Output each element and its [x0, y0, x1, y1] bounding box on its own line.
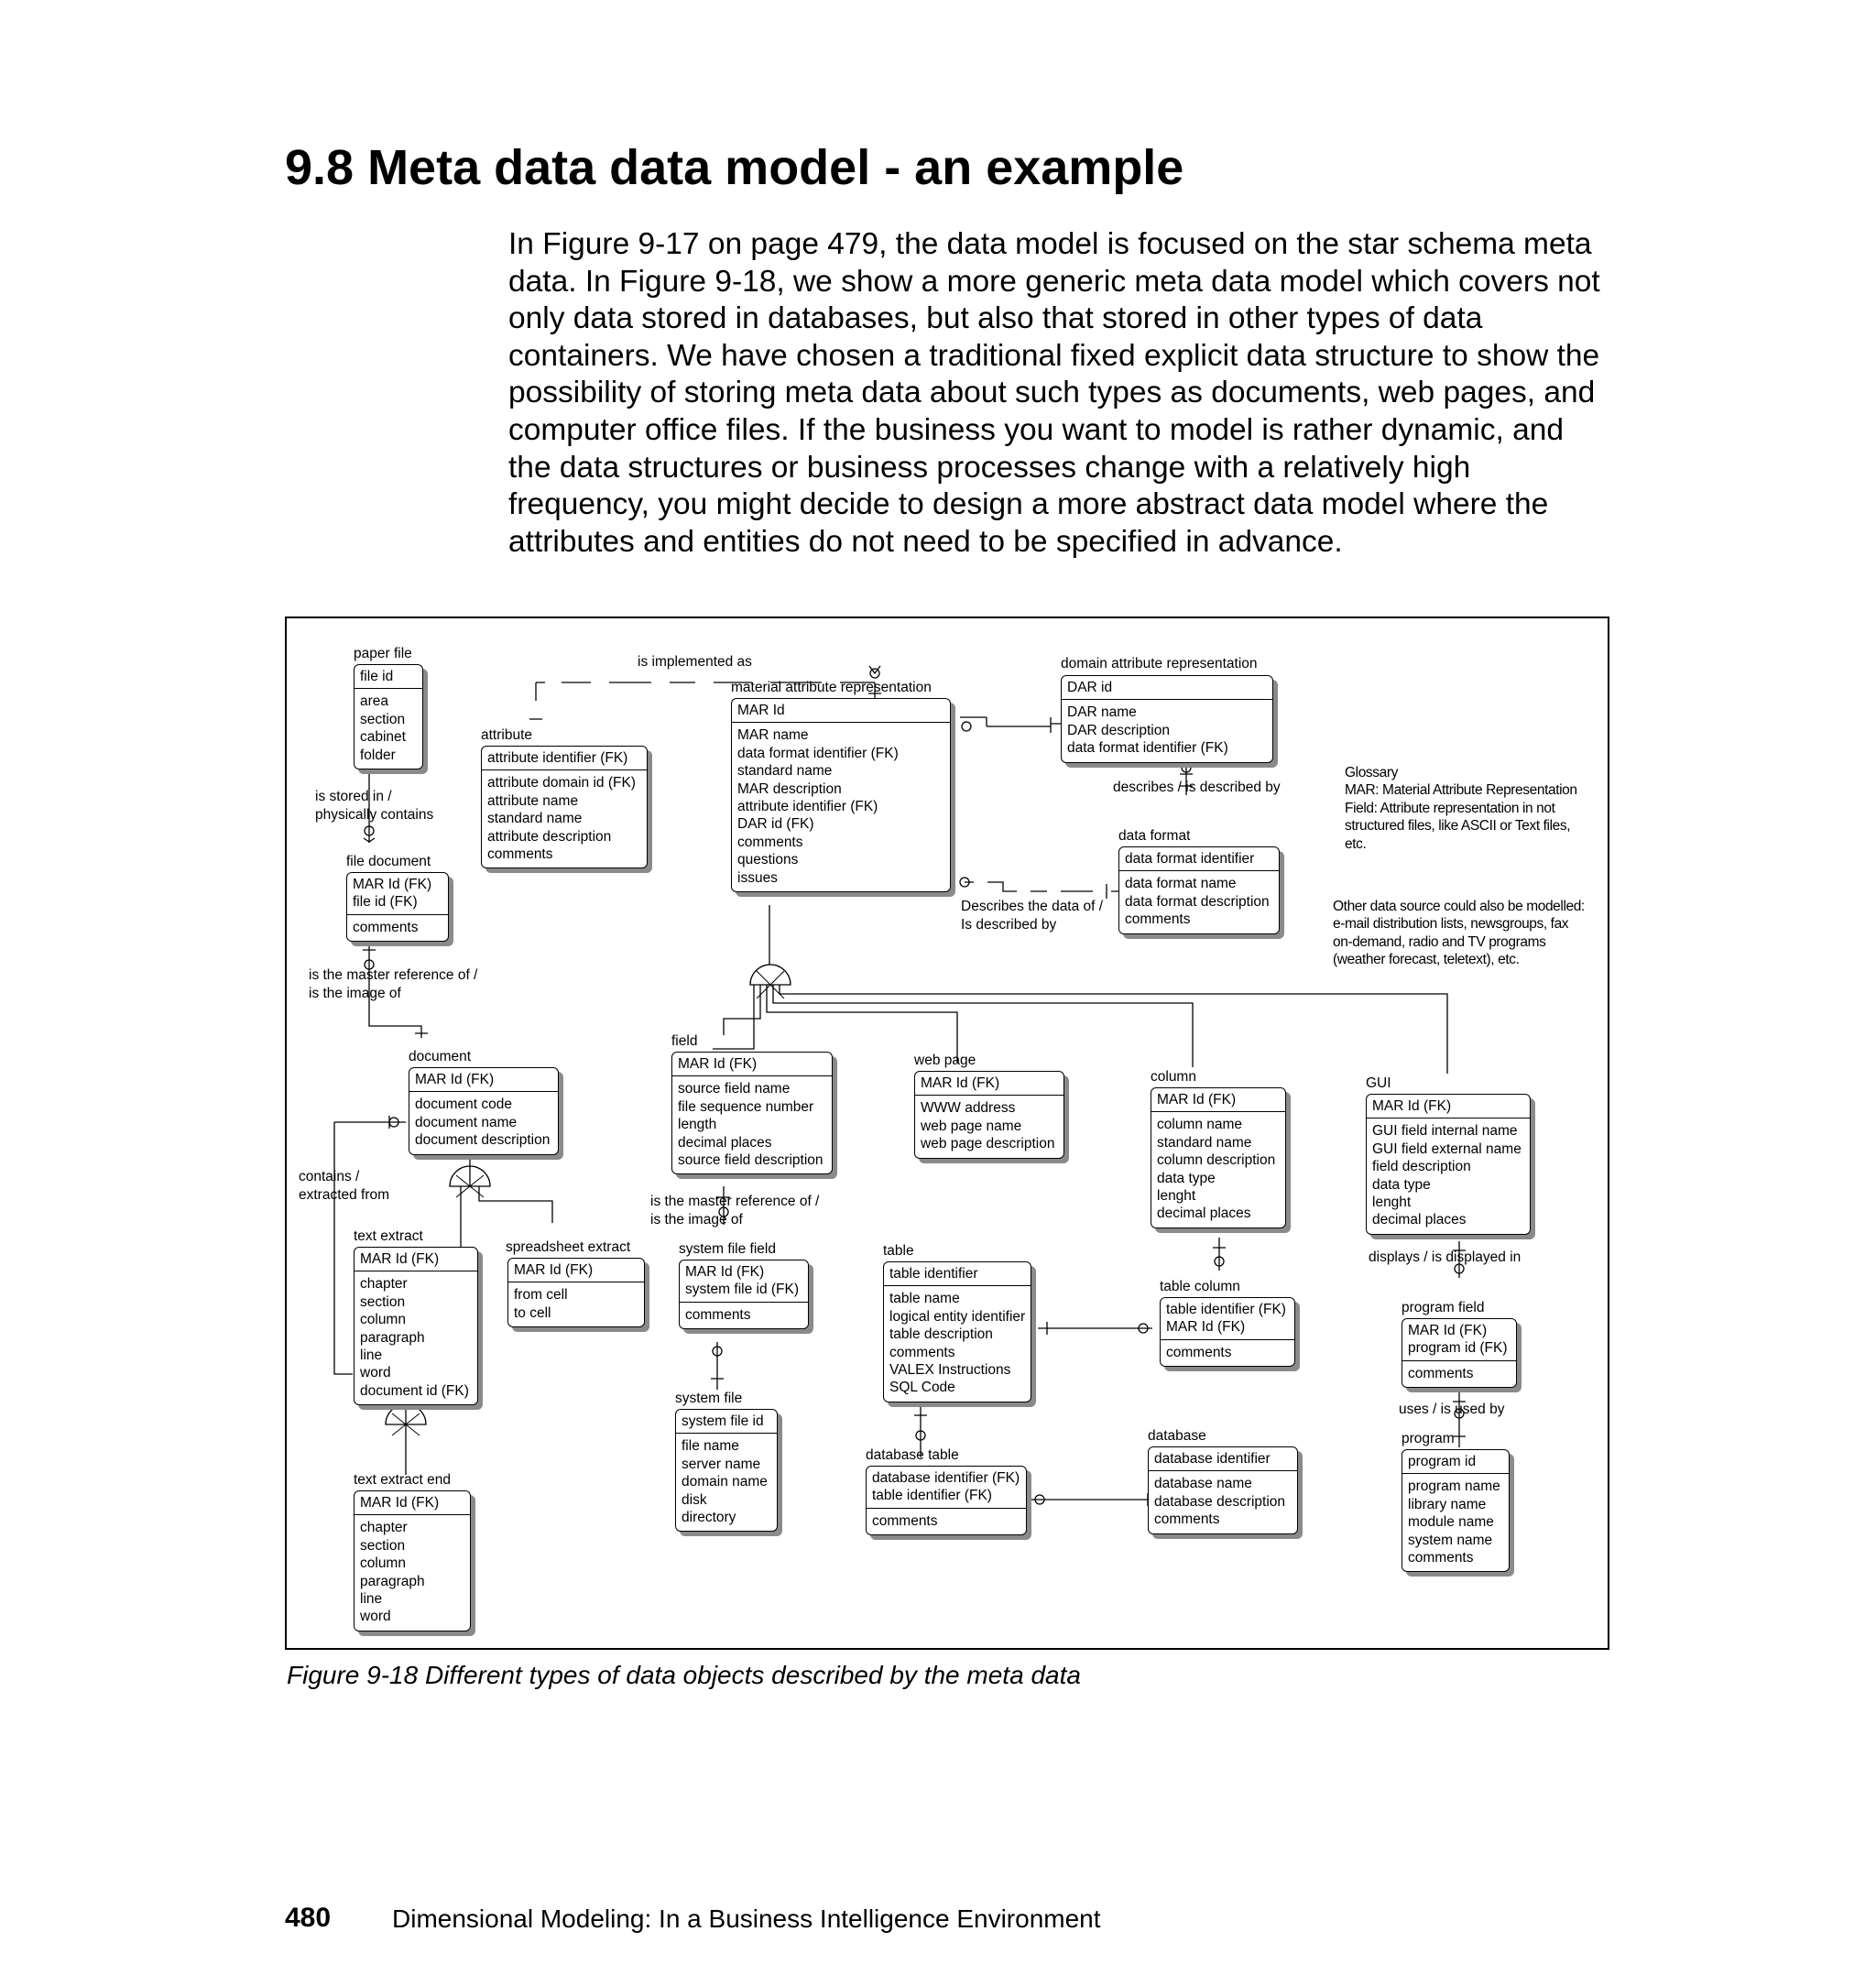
attr: attribute domain id (FK): [487, 775, 636, 791]
attr: chapter: [360, 1520, 408, 1536]
key-attr: MAR Id (FK): [685, 1264, 765, 1280]
attr: column name: [1157, 1117, 1243, 1133]
attr: standard name: [487, 811, 583, 827]
body-line: frequency, you might decide to design a more abstract data model where the: [508, 487, 1549, 522]
attr: comments: [1125, 911, 1191, 928]
entity-text-extract-end: [354, 1490, 471, 1631]
attr: directory: [682, 1510, 736, 1526]
attr: DAR name: [1067, 704, 1137, 721]
entity-attribute: [481, 746, 648, 868]
entity-name: field: [671, 1033, 698, 1049]
attr: comments: [737, 834, 803, 850]
attr: data format identifier (FK): [1067, 740, 1228, 757]
attr: field description: [1372, 1159, 1471, 1175]
attr: attribute name: [487, 792, 579, 809]
attr: MAR name: [737, 727, 809, 744]
key-attr: system file id: [682, 1413, 764, 1429]
entity-database-table: [866, 1466, 1027, 1535]
attr: length: [678, 1117, 717, 1133]
attr: comments: [1408, 1365, 1474, 1381]
entity-name: column: [1151, 1069, 1196, 1085]
entity-name: program: [1402, 1431, 1455, 1446]
key-attr: program id (FK): [1408, 1340, 1508, 1357]
entity-dar: [1061, 675, 1273, 763]
entity-program: [1402, 1449, 1510, 1572]
key-attr: MAR Id (FK): [360, 1495, 440, 1511]
attr: document name: [415, 1114, 518, 1130]
attr: table name: [889, 1291, 960, 1307]
attr: folder: [360, 747, 396, 763]
entity-name: attribute: [481, 727, 533, 743]
attr: data type: [1372, 1176, 1431, 1193]
entity-name: system file: [675, 1391, 743, 1406]
attr: attribute identifier (FK): [737, 799, 878, 815]
attr: word: [360, 1365, 391, 1381]
entity-spreadsheet-extract: [507, 1258, 645, 1327]
entity-name: text extract end: [354, 1472, 451, 1488]
entity-name: database table: [866, 1447, 959, 1463]
key-attr: program id: [1408, 1454, 1477, 1469]
attr: source field name: [678, 1081, 791, 1097]
attr: column description: [1157, 1152, 1276, 1169]
attr: WWW address: [921, 1100, 1016, 1117]
rel-label-describes-data: Describes the data of / Is described by: [961, 899, 1104, 933]
entity-name: text extract: [354, 1228, 423, 1244]
attr: questions: [737, 852, 799, 868]
attr: DAR id (FK): [737, 816, 814, 833]
attr: from cell: [514, 1287, 568, 1304]
rel-label-master-ref-doc: is the master reference of / is the image of: [309, 967, 478, 1001]
figure-caption: Figure 9-18 Different types of data objects described by the meta data: [287, 1661, 1081, 1689]
attr: decimal places: [1372, 1212, 1467, 1228]
key-attr: table identifier (FK): [1166, 1302, 1286, 1317]
attr: decimal places: [678, 1134, 772, 1151]
rel-label-implemented: is implemented as: [638, 654, 752, 670]
key-attr: MAR Id (FK): [360, 1251, 440, 1267]
entity-name: table: [883, 1243, 914, 1259]
attr: data type: [1157, 1170, 1216, 1186]
attr: data format description: [1125, 893, 1270, 910]
entity-system-file: [675, 1409, 778, 1532]
key-attr: MAR Id (FK): [353, 877, 432, 892]
entity-name: data format: [1118, 828, 1191, 844]
attr: column: [360, 1312, 406, 1328]
attr: GUI field external name: [1372, 1140, 1522, 1157]
attr: document code: [415, 1097, 512, 1113]
key-attr: attribute identifier (FK): [487, 750, 628, 766]
body-paragraph: [508, 226, 1617, 561]
attr: data format name: [1125, 876, 1237, 892]
attr: logical entity identifier: [889, 1308, 1026, 1325]
entity-name: table column: [1160, 1279, 1240, 1294]
key-attr: table identifier: [889, 1266, 978, 1282]
entity-name: file document: [346, 854, 431, 869]
entity-file-document: [346, 872, 449, 942]
key-attr: database identifier (FK): [872, 1470, 1020, 1486]
key-attr: MAR Id (FK): [1166, 1319, 1246, 1336]
attr: section: [360, 1293, 406, 1310]
attr: program name: [1408, 1479, 1500, 1495]
rel-label-master-ref-field: is the master reference of / is the image of: [650, 1194, 820, 1228]
entity-database: [1148, 1446, 1298, 1534]
note-other-sources: Other data source could also be modelled: e-mail distribution lists, newsgroups, fax on-demand, radio and TV programs (weather forecast, teletext), etc.: [1333, 899, 1585, 968]
attr: web page description: [921, 1136, 1055, 1152]
entity-data-format: [1118, 846, 1280, 934]
entity-name: database: [1148, 1428, 1206, 1444]
key-attr: MAR Id (FK): [678, 1056, 758, 1072]
er-diagram: [285, 617, 1609, 1650]
key-attr: file id: [360, 669, 394, 684]
section-heading: 9.8 Meta data data model - an example: [285, 140, 1184, 195]
page-number: 480: [285, 1903, 332, 1933]
entity-paper-file: [354, 664, 423, 769]
attr: domain name: [682, 1474, 768, 1490]
attr: lenght: [1372, 1195, 1412, 1211]
key-attr: system file id (FK): [685, 1282, 800, 1298]
attr: lenght: [1157, 1188, 1196, 1205]
entity-web-page: [914, 1071, 1064, 1159]
attr: table description: [889, 1326, 993, 1343]
attr: issues: [737, 869, 778, 886]
entity-table-column: [1160, 1297, 1295, 1367]
attr: chapter: [360, 1276, 408, 1293]
attr: section: [360, 711, 406, 727]
attr: to cell: [514, 1304, 551, 1321]
attr: source field description: [678, 1152, 823, 1169]
attr: comments: [872, 1512, 938, 1529]
attr: library name: [1408, 1496, 1487, 1512]
body-line: only data stored in databases, but also that stored in other types of data: [508, 301, 1483, 336]
attr: paragraph: [360, 1573, 425, 1589]
rel-label-displays: displays / is displayed in: [1369, 1249, 1522, 1265]
body-line: the data structures or business processes change with a relatively high: [508, 450, 1471, 485]
key-attr: MAR Id (FK): [1157, 1092, 1237, 1108]
glossary: Glossary MAR: Material Attribute Representation Field: Attribute representation in not structured files, like ASCII or Text files, etc.: [1345, 765, 1577, 852]
entity-name: web page: [914, 1053, 976, 1068]
attr: data format identifier (FK): [737, 745, 899, 761]
attr: file sequence number: [678, 1098, 814, 1115]
entity-gui: [1366, 1094, 1531, 1235]
body-line: computer office files. If the business you want to model is rather dynamic, and: [508, 412, 1564, 447]
entity-program-field: [1402, 1318, 1517, 1388]
attr: MAR description: [737, 780, 842, 797]
attr: paragraph: [360, 1329, 425, 1346]
entity-column: [1151, 1087, 1286, 1228]
attr: DAR description: [1067, 722, 1170, 738]
attr: section: [360, 1537, 406, 1554]
entity-name: program field: [1402, 1300, 1485, 1315]
attr: file name: [682, 1438, 739, 1455]
entity-document: [409, 1067, 559, 1155]
attr: word: [360, 1609, 391, 1625]
key-attr: MAR Id: [737, 703, 785, 718]
attr: line: [360, 1591, 383, 1608]
key-attr: MAR Id (FK): [1408, 1323, 1488, 1338]
key-attr: database identifier: [1154, 1451, 1271, 1467]
entity-table: [883, 1261, 1031, 1402]
rel-label-describes: describes / is described by: [1113, 780, 1281, 795]
attr: decimal places: [1157, 1206, 1251, 1222]
attr: comments: [1166, 1344, 1232, 1360]
body-line: attributes and entities do not need to be specified in advance.: [508, 524, 1343, 559]
body-line: In Figure 9-17 on page 479, the data model is focused on the star schema meta: [508, 227, 1592, 261]
attr: database name: [1154, 1476, 1252, 1492]
body-line: containers. We have chosen a traditional fixed explicit data structure to show the: [508, 338, 1600, 373]
rel-label-uses: uses / is used by: [1399, 1402, 1505, 1417]
entity-name: material attribute representation: [731, 680, 932, 695]
attr: standard name: [1157, 1134, 1252, 1151]
attr: attribute description: [487, 828, 612, 845]
attr: module name: [1408, 1514, 1494, 1531]
attr: SQL Code: [889, 1380, 955, 1396]
entity-name: document: [409, 1049, 472, 1064]
attr: standard name: [737, 763, 833, 780]
attr: server name: [682, 1456, 761, 1472]
entity-name: system file field: [679, 1241, 776, 1257]
key-attr: MAR Id (FK): [921, 1075, 1000, 1091]
attr: line: [360, 1348, 383, 1364]
entity-name: spreadsheet extract: [506, 1239, 631, 1255]
entity-name: domain attribute representation: [1061, 656, 1258, 671]
attr: comments: [685, 1306, 751, 1323]
attr: GUI field internal name: [1372, 1123, 1518, 1140]
attr: comments: [889, 1344, 955, 1360]
entity-text-extract: [354, 1247, 478, 1405]
entity-system-file-field: [679, 1260, 809, 1329]
entity-field: [671, 1052, 833, 1174]
rel-label-contains: contains / extracted from: [299, 1169, 390, 1203]
attr: disk: [682, 1491, 707, 1508]
attr: document description: [415, 1132, 551, 1149]
attr: database description: [1154, 1493, 1286, 1510]
attr: comments: [353, 919, 419, 935]
attr: area: [360, 693, 389, 710]
key-attr: data format identifier: [1125, 851, 1255, 867]
key-attr: file id (FK): [353, 894, 418, 911]
attr: comments: [1408, 1550, 1474, 1566]
attr: comments: [1154, 1511, 1220, 1528]
entity-mar: [731, 698, 951, 892]
key-attr: MAR Id (FK): [1372, 1098, 1452, 1114]
rel-label-stored: is stored in / physically contains: [315, 789, 434, 823]
entity-name: GUI: [1366, 1075, 1391, 1091]
attr: system name: [1408, 1532, 1493, 1548]
book-title: Dimensional Modeling: In a Business Intelligence Environment: [392, 1904, 1101, 1933]
attr: cabinet: [360, 729, 406, 746]
key-attr: table identifier (FK): [872, 1488, 992, 1504]
key-attr: MAR Id (FK): [514, 1262, 594, 1278]
body-line: possibility of storing meta data about such types as documents, web pages, and: [508, 376, 1596, 410]
key-attr: DAR id: [1067, 680, 1113, 695]
attr: web page name: [921, 1118, 1022, 1134]
attr: column: [360, 1555, 406, 1572]
key-attr: MAR Id (FK): [415, 1072, 495, 1087]
body-line: data. In Figure 9-18, we show a more generic meta data model which covers not: [508, 264, 1600, 299]
attr: comments: [487, 846, 553, 863]
attr: VALEX Instructions: [889, 1362, 1011, 1379]
entity-name: paper file: [354, 646, 412, 661]
attr: document id (FK): [360, 1382, 469, 1399]
